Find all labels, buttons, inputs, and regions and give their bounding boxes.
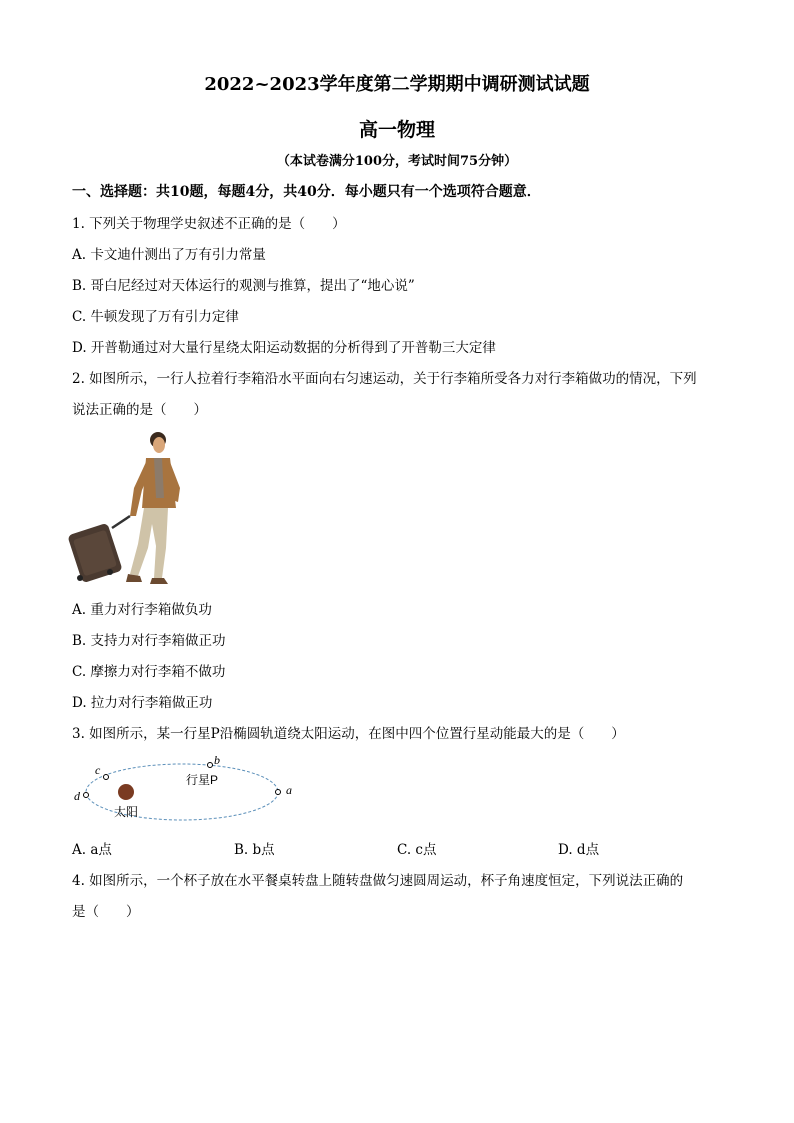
q2-option-a: A. 重力对行李箱做负功 [72,602,212,618]
label-b: b [214,756,220,767]
q2-stem-line1: 2. 如图所示，一行人拉着行李箱沿水平面向右匀速运动，关于行李箱所受各力对行李箱做功的情况，下列 [72,371,697,387]
person-with-suitcase-figure [68,428,198,588]
label-a: a [286,783,292,797]
q3-stem: 3. 如图所示，某一行星P沿椭圆轨道绕太阳运动，在图中四个位置行星动能最大的是（ ） [72,726,625,742]
q4-stem-line2: 是（ ） [72,904,140,920]
q4-stem-line1: 4. 如图所示，一个杯子放在水平餐桌转盘上随转盘做匀速圆周运动，杯子角速度恒定，下列说法正确的 [72,873,684,889]
label-c: c [95,763,101,777]
q1-option-c: C. 牛顿发现了万有引力定律 [72,309,239,325]
planet-label: 行星P [186,773,219,787]
point-c-marker [104,775,109,780]
suitcase-icon [68,516,130,583]
q2-option-c: C. 摩擦力对行李箱不做功 [72,664,226,680]
q1-option-d: D. 开普勒通过对大量行星绕太阳运动数据的分析得到了开普勒三大定律 [72,340,496,356]
sun-label: 太阳 [114,805,139,819]
q2-option-d: D. 拉力对行李箱做正功 [72,695,213,711]
q3-option-d: D. d点 [558,842,600,858]
exam-note: （本试卷满分100分，考试时间75分钟） [276,154,518,169]
section-heading: 一、选择题：共10题，每题4分，共40分．每小题只有一个选项符合题意． [72,184,541,200]
subject-title: 高一物理 [358,119,435,141]
point-b-marker [208,763,213,768]
q1-option-b: B. 哥白尼经过对天体运行的观测与推算，提出了“地心说” [72,278,415,294]
planet-orbit-figure [70,756,300,828]
q2-option-b: B. 支持力对行李箱做正功 [72,633,226,649]
q2-stem-line2: 说法正确的是（ ） [72,402,207,418]
label-d: d [74,789,80,803]
person-icon [126,432,180,584]
q3-option-b: B. b点 [234,842,275,858]
point-d-marker [84,793,89,798]
q1-stem: 1. 下列关于物理学史叙述不正确的是（ ） [72,216,346,232]
q3-option-a: A. a点 [72,842,112,858]
exam-title: 2022~2023学年度第二学期期中调研测试试题 [204,74,590,95]
point-a-marker [276,790,281,795]
q3-option-c: C. c点 [397,842,437,858]
sun-icon [118,784,134,800]
q1-option-a: A. 卡文迪什测出了万有引力常量 [72,247,266,263]
